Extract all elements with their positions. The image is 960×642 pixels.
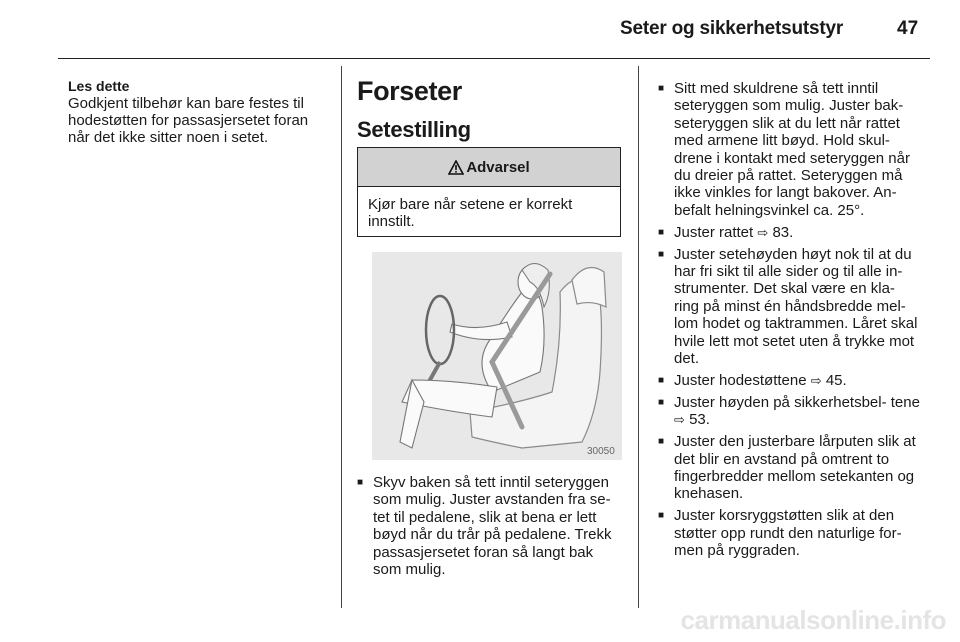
column-divider-right [638, 66, 639, 608]
note-title: Les dette [68, 78, 130, 94]
seat-position-illustration [372, 252, 622, 460]
list-item [658, 394, 924, 429]
page-reference-link[interactable]: 83. [772, 223, 794, 241]
list-item-text: Juster hodestøttene [674, 372, 807, 389]
warning-label: Advarsel [466, 158, 530, 176]
list-item [658, 246, 924, 368]
note-block [68, 78, 333, 146]
list-item-text: Juster den justerbare lårputen slik at det blir en avstand på omtrent to fingerbredder mellom setekanten og knehasen. [674, 433, 916, 503]
right-bullet-list [658, 80, 924, 564]
list-item [658, 433, 924, 503]
list-item-text: Juster rattet [674, 223, 754, 241]
page-reference-link[interactable]: 45. [825, 372, 847, 389]
warning-header [358, 148, 620, 187]
list-item [658, 224, 924, 241]
reference-arrow-icon: ⇨ [810, 373, 822, 388]
section-subtitle: Setestilling [357, 117, 471, 142]
note-text: Godkjent tilbehør kan bare festes til hodestøtten for passasjersetet foran når det ikke sitter noen i setet. [68, 95, 309, 146]
warning-text: Kjør bare når setene er korrekt innstilt. [368, 196, 573, 230]
header-divider [58, 58, 930, 59]
footer-watermark: carmanualsonline.info [680, 605, 946, 635]
reference-arrow-icon: ⇨ [674, 412, 685, 428]
reference-arrow-icon: ⇨ [757, 224, 769, 240]
page-number: 47 [897, 18, 919, 39]
list-item [658, 372, 924, 389]
column-divider-left [341, 66, 342, 608]
list-item [357, 474, 623, 578]
list-item [658, 507, 924, 559]
page-reference-link[interactable]: 53. [689, 411, 710, 429]
list-item-text: Juster høyden på sikkerhetsbel- tene [674, 393, 920, 411]
list-item-text: Juster korsryggstøtten slik at den støtter opp rundt den naturlige for- men på ryggraden. [674, 507, 902, 560]
warning-box [357, 147, 621, 237]
list-item-text: Skyv baken så tett inntil seteryggen som mulig. Juster avstanden fra se- tet til pedalene, slik at bena er lett bøyd når du trår på pedalene. Trekk passasjersetet foran så langt bak som mulig. [373, 474, 612, 579]
list-item-text: Juster setehøyden høyt nok til at du har fri sikt til alle sider og til alle in- strumenter. Det skal være en kla- ring på minst én håndsbredde mel- lom hodet og taktrammen. Låret skal hvile lett mot setet uten å trykke mot det. [674, 245, 918, 368]
warning-triangle-icon [448, 160, 464, 175]
middle-bullet-list [357, 474, 623, 583]
illustration-code: 30050 [587, 446, 615, 457]
page-header-title: Seter og sikkerhetsutstyr [620, 18, 844, 39]
list-item-text: Sitt med skuldrene så tett inntil seteryggen som mulig. Juster bak- seteryggen slik at du lett når rattet med armene litt bøyd. Hold skul- drene i kontakt med seteryggen når du dreier på rattet. Seteryggen må ikke vinkles for langt bakover. An- befalt helningsvinkel ca. 25°. [674, 80, 910, 219]
section-title: Forseter [357, 76, 462, 106]
list-item [658, 80, 924, 219]
